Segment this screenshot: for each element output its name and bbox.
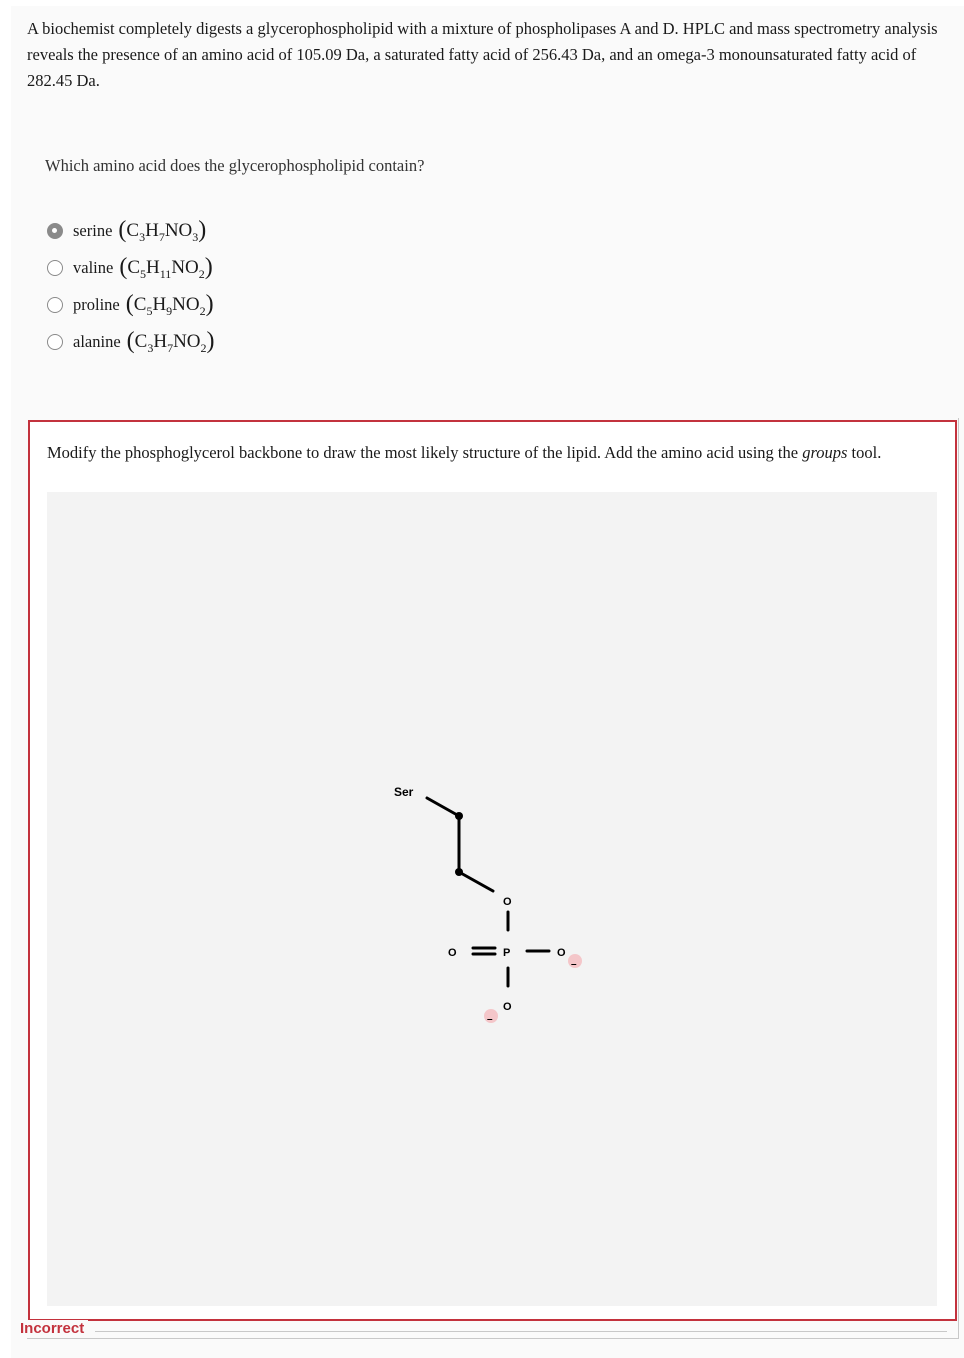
groups-tool-name: groups [802, 443, 848, 462]
negative-charge-sign: – [571, 959, 577, 970]
option-label: alanine [73, 331, 121, 351]
radio-valine[interactable] [47, 260, 63, 276]
ser-group-label[interactable]: Ser [394, 785, 414, 799]
option-serine[interactable] [47, 212, 215, 249]
option-label: proline [73, 294, 120, 314]
drawing-question-box [28, 420, 957, 1321]
molecule-drawing[interactable] [47, 492, 937, 1306]
radio-serine[interactable] [47, 223, 63, 239]
option-valine[interactable] [47, 249, 215, 286]
option-proline[interactable] [47, 286, 215, 323]
option-formula: $(C_5H_9NO_2)$ [125, 290, 214, 318]
drawing-instruction: Modify the phosphoglycerol backbone to draw the most likely structure of the lipid. Add the amino acid using the groups tool. [47, 443, 882, 462]
bond-ser-c1[interactable] [427, 798, 459, 816]
drawing-canvas[interactable] [47, 492, 937, 1306]
subquestion-text: Which amino acid does the glycerophospholipid contain? [45, 156, 425, 175]
oxygen-atom-right[interactable]: O [557, 947, 566, 959]
feedback-divider [95, 1331, 947, 1332]
option-formula: $(C_3H_7NO_2)$ [126, 327, 215, 355]
radio-alanine[interactable] [47, 334, 63, 350]
option-label: valine [73, 257, 114, 277]
radio-proline[interactable] [47, 297, 63, 313]
feedback-status: Incorrect [20, 1320, 88, 1337]
answer-options [47, 212, 215, 360]
phosphorus-atom[interactable]: P [503, 947, 511, 959]
oxygen-atom-bottom[interactable]: O [503, 1001, 512, 1013]
negative-charge-sign: – [487, 1014, 493, 1025]
question-panel [11, 6, 964, 1358]
question-text: A biochemist completely digests a glycerophospholipid with a mixture of phospholipases A and D. HPLC and mass spectrometry analysis reveals the presence of an amino acid of 105.09 Da, a saturated fatty acid of 256.43 Da, and an omega-3 monounsaturated fatty acid of 282.45 Da. [27, 19, 938, 90]
bond-c2-o[interactable] [459, 872, 493, 891]
oxygen-atom-left[interactable]: O [448, 947, 457, 959]
atom-node[interactable] [455, 868, 463, 876]
option-alanine[interactable] [47, 323, 215, 360]
atom-node[interactable] [455, 812, 463, 820]
option-formula: $(C_3H_7NO_3)$ [118, 216, 207, 244]
option-label: serine [73, 220, 113, 240]
oxygen-atom-top[interactable]: O [503, 896, 512, 908]
option-formula: $(C_5H_{11}NO_2)$ [119, 253, 213, 281]
